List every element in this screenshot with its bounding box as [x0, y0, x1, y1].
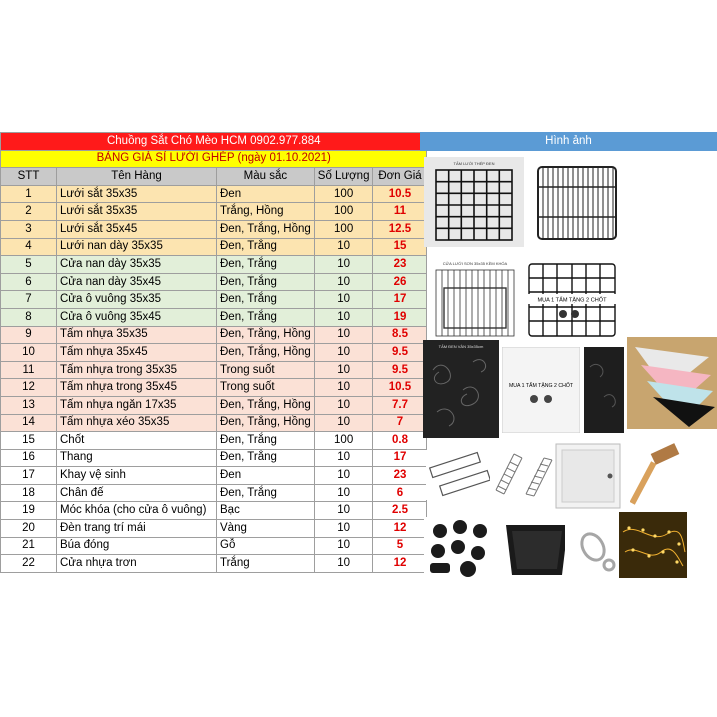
row-price: 0.8 [373, 432, 427, 450]
row-qty: 10 [314, 396, 373, 414]
row-name: Tấm nhựa xéo 35x35 [57, 414, 217, 432]
row-color: Gỗ [217, 537, 315, 555]
row-color: Đen, Trắng, Hồng [217, 326, 315, 344]
table-row [1, 432, 427, 450]
row-color: Đen, Trắng [217, 308, 315, 326]
row-qty: 10 [314, 344, 373, 362]
row-color: Đen, Trắng [217, 238, 315, 256]
row-price: 6 [373, 484, 427, 502]
row-name: Tấm nhựa trong 35x35 [57, 361, 217, 379]
snap-clasp-image [565, 517, 625, 577]
table-row [1, 203, 427, 221]
row-color: Đen, Trắng [217, 256, 315, 274]
table-row [1, 467, 427, 485]
table-row [1, 537, 427, 555]
row-color: Đen, Trắng, Hồng [217, 220, 315, 238]
row-price: 8.5 [373, 326, 427, 344]
price-table [0, 132, 427, 573]
table-row [1, 484, 427, 502]
row-qty: 10 [314, 379, 373, 397]
hammer-image [630, 440, 690, 510]
grid-small-label: TẤM LƯỚI THÉP ĐEN [453, 161, 495, 166]
row-stt: 19 [1, 502, 57, 520]
table-row [1, 555, 427, 573]
row-price: 12 [373, 555, 427, 573]
row-name: Móc khóa (cho cửa ô vuông) [57, 502, 217, 520]
table-row [1, 449, 427, 467]
row-color: Đen, Trắng, Hồng [217, 396, 315, 414]
row-qty: 10 [314, 414, 373, 432]
row-color: Trong suốt [217, 379, 315, 397]
table-row [1, 361, 427, 379]
row-stt: 13 [1, 396, 57, 414]
row-name: Đèn trang trí mái [57, 520, 217, 538]
row-qty: 10 [314, 484, 373, 502]
row-stt: 15 [1, 432, 57, 450]
header-qty: Số Lượng [314, 168, 373, 186]
title-row [1, 133, 427, 151]
white-panel-promo-image [502, 347, 580, 433]
row-price: 7 [373, 414, 427, 432]
row-price: 23 [373, 467, 427, 485]
table-row [1, 256, 427, 274]
promo-grid-label: MUA 1 TẤM TẶNG 2 CHỐT [537, 297, 607, 304]
row-stt: 17 [1, 467, 57, 485]
row-price: 10.5 [373, 379, 427, 397]
header-row [1, 168, 427, 186]
pins-image [426, 450, 496, 500]
row-color: Bạc [217, 502, 315, 520]
white-door-panel-image [552, 440, 624, 512]
row-price: 15 [373, 238, 427, 256]
table-row [1, 185, 427, 203]
row-qty: 10 [314, 308, 373, 326]
row-color: Đen, Trắng, Hồng [217, 344, 315, 362]
row-stt: 20 [1, 520, 57, 538]
row-price: 17 [373, 291, 427, 309]
row-color: Đen, Trắng [217, 291, 315, 309]
black-panel-image [584, 347, 624, 433]
row-qty: 10 [314, 467, 373, 485]
row-price: 9.5 [373, 361, 427, 379]
row-price: 7.7 [373, 396, 427, 414]
row-price: 26 [373, 273, 427, 291]
row-name: Thang [57, 449, 217, 467]
row-stt: 16 [1, 449, 57, 467]
row-price: 9.5 [373, 344, 427, 362]
table-row [1, 308, 427, 326]
row-qty: 10 [314, 555, 373, 573]
row-color: Đen [217, 467, 315, 485]
row-price: 11 [373, 203, 427, 221]
row-price: 10.5 [373, 185, 427, 203]
header-color: Màu sắc [217, 168, 315, 186]
row-stt: 2 [1, 203, 57, 221]
row-qty: 10 [314, 256, 373, 274]
wire-rack-image [528, 157, 628, 247]
panel-label: TẤM ĐEN VÂN 35x35cm [438, 344, 484, 349]
black-patterned-panel-image [423, 340, 499, 438]
ladder-image [490, 450, 558, 500]
table-row [1, 220, 427, 238]
row-color: Đen, Trắng [217, 484, 315, 502]
row-qty: 10 [314, 520, 373, 538]
row-name: Cửa ô vuông 35x35 [57, 291, 217, 309]
row-price: 17 [373, 449, 427, 467]
table-row [1, 291, 427, 309]
image-panel-header: Hình ảnh [420, 132, 717, 151]
header-name: Tên Hàng [57, 168, 217, 186]
row-price: 2.5 [373, 502, 427, 520]
header-price: Đơn Giá [373, 168, 427, 186]
row-color: Đen, Trắng [217, 449, 315, 467]
black-grid-panel-image [424, 157, 524, 247]
row-name: Lưới nan dày 35x35 [57, 238, 217, 256]
table-row [1, 326, 427, 344]
subtitle-row [1, 150, 427, 168]
row-qty: 10 [314, 238, 373, 256]
row-stt: 11 [1, 361, 57, 379]
row-stt: 3 [1, 220, 57, 238]
table-row [1, 379, 427, 397]
triangle-shelves-image [627, 337, 717, 429]
row-name: Lưới sắt 35x35 [57, 203, 217, 221]
table-row [1, 520, 427, 538]
row-qty: 100 [314, 220, 373, 238]
row-stt: 21 [1, 537, 57, 555]
row-color: Đen [217, 185, 315, 203]
row-price: 19 [373, 308, 427, 326]
row-qty: 100 [314, 203, 373, 221]
row-qty: 10 [314, 361, 373, 379]
row-name: Chân đế [57, 484, 217, 502]
row-name: Chốt [57, 432, 217, 450]
string-lights-image [619, 512, 687, 578]
row-name: Tấm nhựa 35x45 [57, 344, 217, 362]
row-stt: 10 [1, 344, 57, 362]
row-name: Khay vệ sinh [57, 467, 217, 485]
row-color: Trắng [217, 555, 315, 573]
image-panel [420, 132, 717, 584]
row-price: 12 [373, 520, 427, 538]
row-name: Cửa nhựa trơn [57, 555, 217, 573]
table-row [1, 273, 427, 291]
row-stt: 18 [1, 484, 57, 502]
table-row [1, 414, 427, 432]
row-stt: 12 [1, 379, 57, 397]
row-name: Cửa nan dày 35x45 [57, 273, 217, 291]
row-name: Lưới sắt 35x35 [57, 185, 217, 203]
row-color: Trong suốt [217, 361, 315, 379]
row-qty: 10 [314, 273, 373, 291]
caps-image [424, 517, 498, 581]
row-qty: 10 [314, 537, 373, 555]
door-label: CỬA LƯỚI SƠN 35x35 KÈM KHÓA [442, 261, 508, 266]
row-color: Vàng [217, 520, 315, 538]
row-stt: 4 [1, 238, 57, 256]
table-row [1, 238, 427, 256]
row-price: 23 [373, 256, 427, 274]
row-name: Tấm nhựa 35x35 [57, 326, 217, 344]
row-qty: 10 [314, 291, 373, 309]
wire-door-image [430, 258, 520, 340]
row-qty: 10 [314, 449, 373, 467]
row-price: 5 [373, 537, 427, 555]
row-name: Búa đóng [57, 537, 217, 555]
row-name: Cửa nan dày 35x35 [57, 256, 217, 274]
table-row [1, 344, 427, 362]
row-stt: 7 [1, 291, 57, 309]
litter-tray-image [500, 517, 574, 581]
row-stt: 9 [1, 326, 57, 344]
row-color: Đen, Trắng [217, 273, 315, 291]
row-price: 12.5 [373, 220, 427, 238]
row-color: Đen, Trắng [217, 432, 315, 450]
promo-panel-label: MUA 1 TẤM TẶNG 2 CHỐT [508, 383, 574, 389]
row-stt: 14 [1, 414, 57, 432]
row-stt: 22 [1, 555, 57, 573]
row-qty: 10 [314, 326, 373, 344]
row-stt: 6 [1, 273, 57, 291]
row-stt: 5 [1, 256, 57, 274]
row-color: Trắng, Hồng [217, 203, 315, 221]
row-color: Đen, Trắng, Hồng [217, 414, 315, 432]
row-stt: 8 [1, 308, 57, 326]
row-name: Lưới sắt 35x45 [57, 220, 217, 238]
row-stt: 1 [1, 185, 57, 203]
table-row [1, 502, 427, 520]
row-name: Tấm nhựa ngăn 17x35 [57, 396, 217, 414]
sheet-title: Chuồng Sắt Chó Mèo HCM 0902.977.884 [1, 133, 427, 151]
row-qty: 100 [314, 185, 373, 203]
row-qty: 100 [314, 432, 373, 450]
sheet-subtitle: BẢNG GIÁ SỈ LƯỚI GHÉP (ngày 01.10.2021) [1, 150, 427, 168]
row-qty: 10 [314, 502, 373, 520]
table-row [1, 396, 427, 414]
header-stt: STT [1, 168, 57, 186]
black-grid-promo-image [523, 258, 621, 340]
row-name: Cửa ô vuông 35x45 [57, 308, 217, 326]
row-name: Tấm nhựa trong 35x45 [57, 379, 217, 397]
